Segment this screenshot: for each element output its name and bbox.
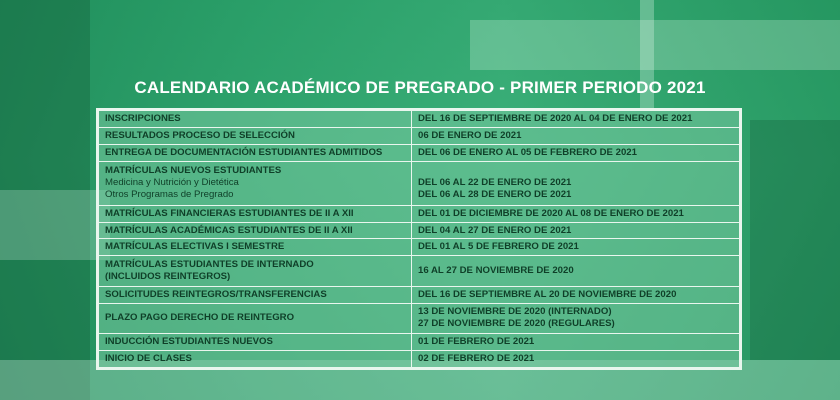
activity-cell: RESULTADOS PROCESO DE SELECCIÓN (99, 127, 412, 144)
building-facade (470, 20, 840, 70)
activity-heading: MATRÍCULAS NUEVOS ESTUDIANTES (105, 165, 282, 177)
table-row (99, 286, 740, 303)
table-row (99, 205, 740, 222)
table-row (99, 222, 740, 239)
building-shadow-right (750, 120, 840, 360)
date-cell: 02 DE FEBRERO DE 2021 (412, 351, 740, 368)
calendar-table (96, 108, 742, 370)
activity-line: MATRÍCULAS ESTUDIANTES DE INTERNADO (105, 259, 314, 271)
table-row (99, 111, 740, 128)
activity-subitem: Otros Programas de Pregrado (105, 189, 234, 201)
activity-cell: MATRÍCULAS FINANCIERAS ESTUDIANTES DE II A XII (99, 205, 412, 222)
activity-subitem: Medicina y Nutrición y Dietética (105, 177, 239, 189)
activity-cell: MATRÍCULAS ELECTIVAS I SEMESTRE (99, 239, 412, 256)
date-cell: 01 DE FEBRERO DE 2021 (412, 334, 740, 351)
activity-cell: MATRÍCULAS ACADÉMICAS ESTUDIANTES DE II A XII (99, 222, 412, 239)
table-row (99, 256, 740, 286)
date-line: DEL 06 AL 28 DE ENERO DE 2021 (418, 189, 572, 201)
table-row (99, 334, 740, 351)
table-row (99, 303, 740, 333)
date-cell: DEL 04 AL 27 DE ENERO DE 2021 (412, 222, 740, 239)
date-cell: DEL 06 DE ENERO AL 05 DE FEBRERO DE 2021 (412, 144, 740, 161)
date-line: 13 DE NOVIEMBRE DE 2020 (INTERNADO) (418, 306, 612, 318)
table-row (99, 127, 740, 144)
date-cell: DEL 01 DE DICIEMBRE DE 2020 AL 08 DE ENERO DE 2021 (412, 205, 740, 222)
date-cell: DEL 16 DE SEPTIEMBRE AL 20 DE NOVIEMBRE DE 2020 (412, 286, 740, 303)
table-row (99, 161, 740, 205)
date-cell: DEL 01 AL 5 DE FEBRERO DE 2021 (412, 239, 740, 256)
date-line: 27 DE NOVIEMBRE DE 2020 (REGULARES) (418, 318, 615, 330)
activity-cell: INICIO DE CLASES (99, 351, 412, 368)
activity-cell (99, 256, 412, 286)
date-cell: 16 AL 27 DE NOVIEMBRE DE 2020 (412, 256, 740, 286)
activity-cell: INDUCCIÓN ESTUDIANTES NUEVOS (99, 334, 412, 351)
date-cell (412, 303, 740, 333)
page-title: CALENDARIO ACADÉMICO DE PREGRADO - PRIMER PERIODO 2021 (134, 78, 706, 97)
activity-cell (99, 161, 412, 205)
activity-cell: PLAZO PAGO DERECHO DE REINTEGRO (99, 303, 412, 333)
building-sign (0, 190, 110, 260)
table-row (99, 239, 740, 256)
date-line: DEL 06 AL 22 DE ENERO DE 2021 (418, 177, 572, 189)
table-row (99, 351, 740, 368)
activity-cell: SOLICITUDES REINTEGROS/TRANSFERENCIAS (99, 286, 412, 303)
activity-cell: INSCRIPCIONES (99, 111, 412, 128)
table-row (99, 144, 740, 161)
date-cell: DEL 16 DE SEPTIEMBRE DE 2020 AL 04 DE ENERO DE 2021 (412, 111, 740, 128)
date-cell (412, 161, 740, 205)
activity-line: (INCLUIDOS REINTEGROS) (105, 271, 231, 283)
date-cell: 06 DE ENERO DE 2021 (412, 127, 740, 144)
activity-cell: ENTREGA DE DOCUMENTACIÓN ESTUDIANTES ADMITIDOS (99, 144, 412, 161)
